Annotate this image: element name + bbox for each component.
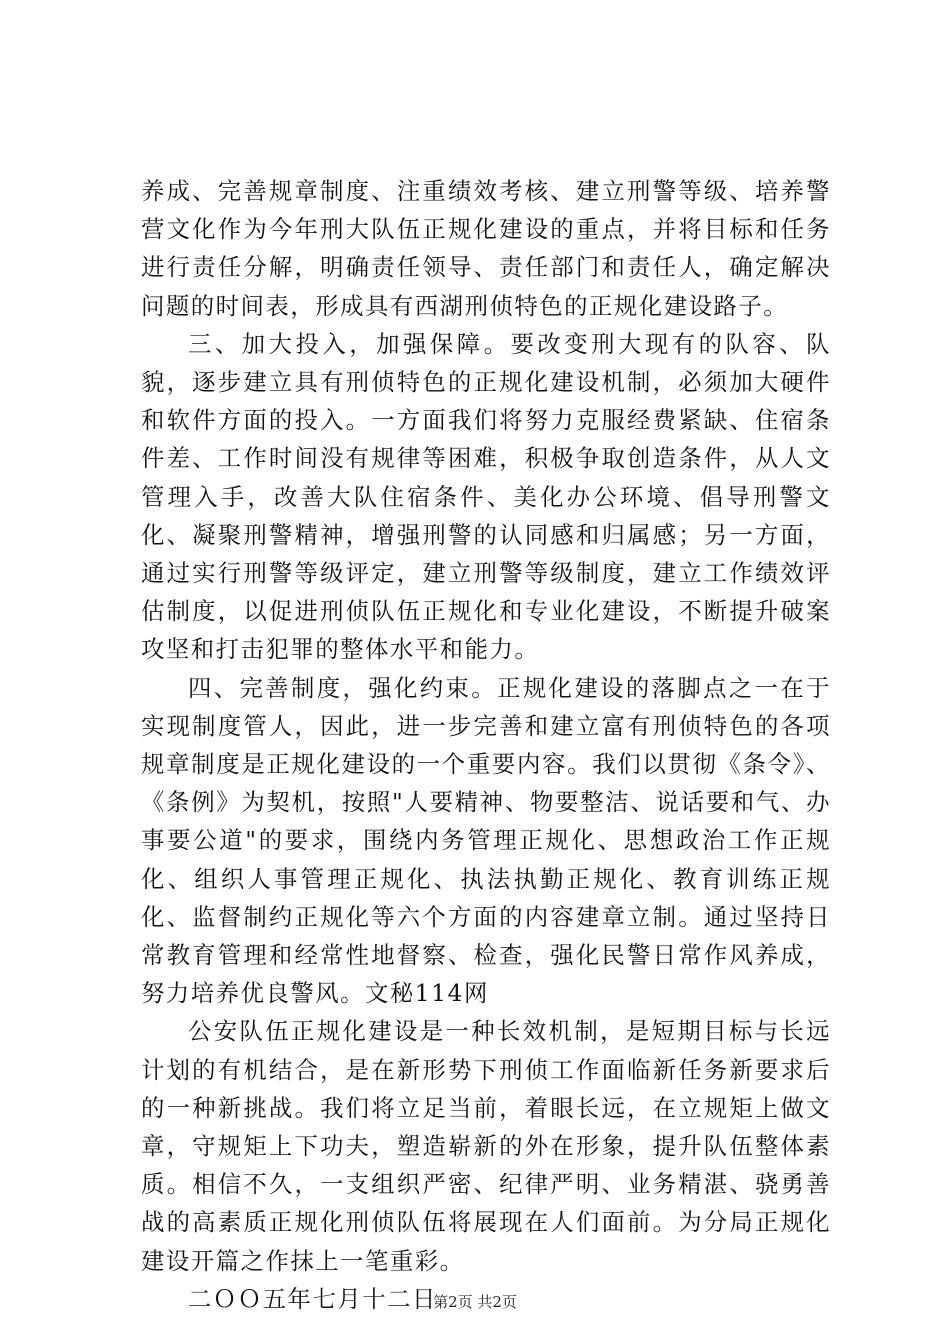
- document-date: 二ＯＯ五年七月十二日: [188, 1284, 437, 1313]
- document-body: [141, 172, 831, 1318]
- paragraph-conclusion: 公安队伍正规化建设是一种长效机制，是短期目标与长远计划的有机结合，是在新形势下刑侦工作面临新任务新要求后的一种新挑战。我们将立足当前，着眼长远，在立规矩上做文章，守规矩上下功夫，塑造崭新的外在形象，提升队伍整体素质。相信不久，一支组织严密、纪律严明、业务精湛、骁勇善战的高素质正规化刑侦队伍将展现在人们面前。为分局正规化建设开篇之作抹上一笔重彩。: [141, 1017, 831, 1275]
- paragraph-continuation: 养成、完善规章制度、注重绩效考核、建立刑警等级、培养警营文化作为今年刑大队伍正规化建设的重点，并将目标和任务进行责任分解，明确责任领导、责任部门和责任人，确定解决问题的时间表，形成具有西湖刑侦特色的正规化建设路子。: [141, 177, 831, 320]
- page-number-footer: 第2页 共2页: [433, 1293, 517, 1311]
- paragraph-section-three: 三、加大投入，加强保障。要改变刑大现有的队容、队貌，逐步建立具有刑侦特色的正规化建设机制，必须加大硬件和软件方面的投入。一方面我们将努力克服经费紧缺、住宿条件差、工作时间没有规律等困难，积极争取创造条件，从人文管理入手，改善大队住宿条件、美化办公环境、倡导刑警文化、凝聚刑警精神，增强刑警的认同感和归属感；另一方面，通过实行刑警等级评定，建立刑警等级制度，建立工作绩效评估制度，以促进刑侦队伍正规化和专业化建设，不断提升破案攻坚和打击犯罪的整体水平和能力。: [141, 329, 831, 664]
- paragraph-section-four: 四、完善制度，强化约束。正规化建设的落脚点之一在于实现制度管人，因此，进一步完善和建立富有刑侦特色的各项规章制度是正规化建设的一个重要内容。我们以贯彻《条令》、《条例》为契机，按照"人要精神、物要整洁、说话要和气、办事要公道"的要求，围绕内务管理正规化、思想政治工作正规化、组织人事管理正规化、执法执勤正规化、教育训练正规化、监督制约正规化等六个方面的内容建章立制。通过坚持日常教育管理和经常性地督察、检查，强化民警日常作风养成，努力培养优良警风。文秘114网: [141, 673, 831, 1008]
